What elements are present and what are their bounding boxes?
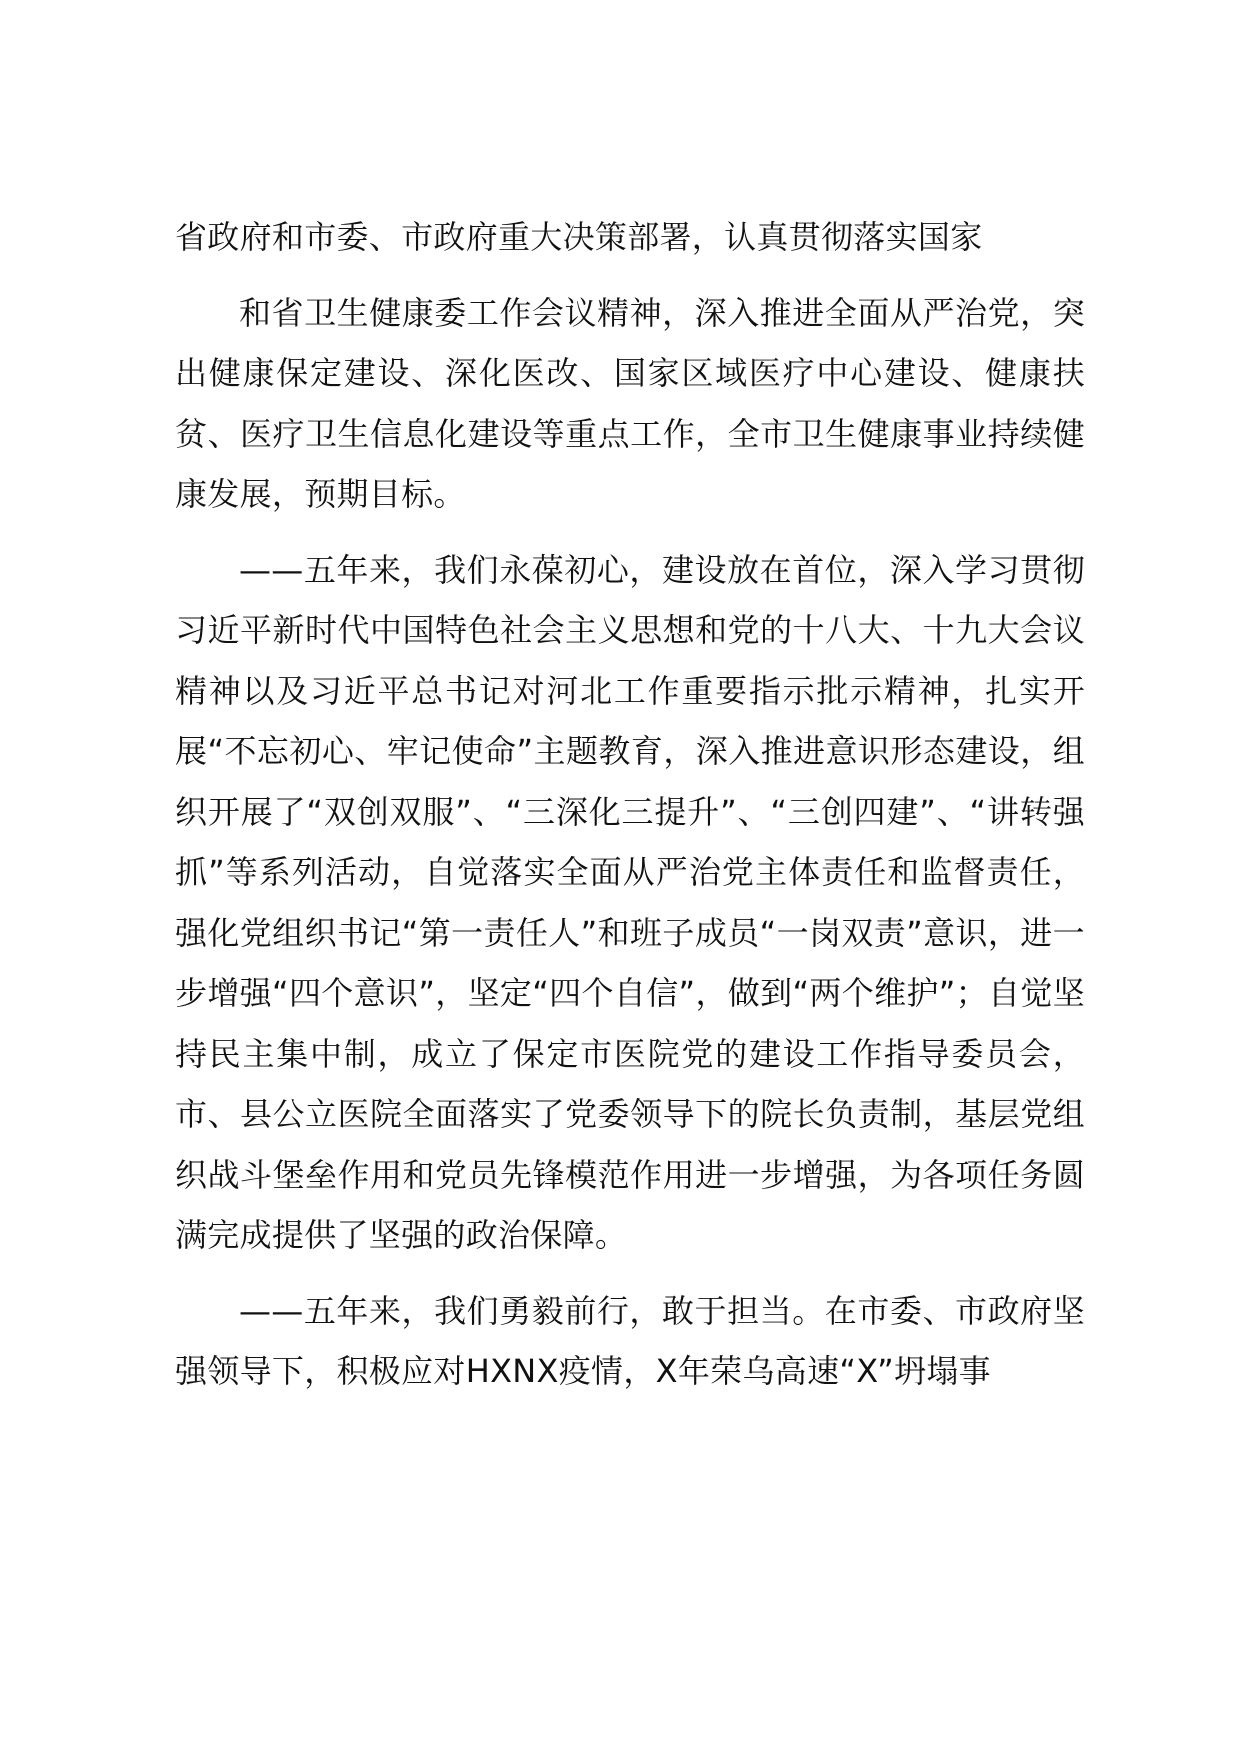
- paragraph-party-building: ——五年来，我们永葆初心，建设放在首位，深入学习贯彻习近平新时代中国特色社会主义思想和党的十八大、十九大会议精神以及习近平总书记对河北工作重要指示批示精神，扎实开展“不忘初心、牢记使命”主题教育，深入推进意识形态建设，组织开展了“双创双服”、“三深化三提升”、“三创四建”、“讲转强抓”等系列活动，自觉落实全面从严治党主体责任和监督责任，强化党组织书记“第一责任人”和班子成员“一岗双责”意识，进一步增强“四个意识”，坚定“四个自信”，做到“两个维护”；自觉坚持民主集中制，成立了保定市医院党的建设工作指导委员会，市、县公立医院全面落实了党委领导下的院长负责制，基层党组织战斗堡垒作用和党员先锋模范作用进一步增强，为各项任务圆满完成提供了坚强的政治保障。: [175, 550, 1085, 1254]
- paragraph-responsibility: ——五年来，我们勇毅前行，敢于担当。在市委、市政府坚强领导下，积极应对HXNX疫情，X年荣乌高速“X”坍塌事: [175, 1291, 1085, 1390]
- document-body: [175, 207, 1085, 1402]
- paragraph-meeting-spirit: 和省卫生健康委工作会议精神，深入推进全面从严治党，突出健康保定建设、深化医改、国家区域医疗中心建设、健康扶贫、医疗卫生信息化建设等重点工作，全市卫生健康事业持续健康发展，预期目标。: [175, 293, 1085, 513]
- paragraph-continuation: 省政府和市委、市政府重大决策部署，认真贯彻落实国家: [175, 218, 983, 256]
